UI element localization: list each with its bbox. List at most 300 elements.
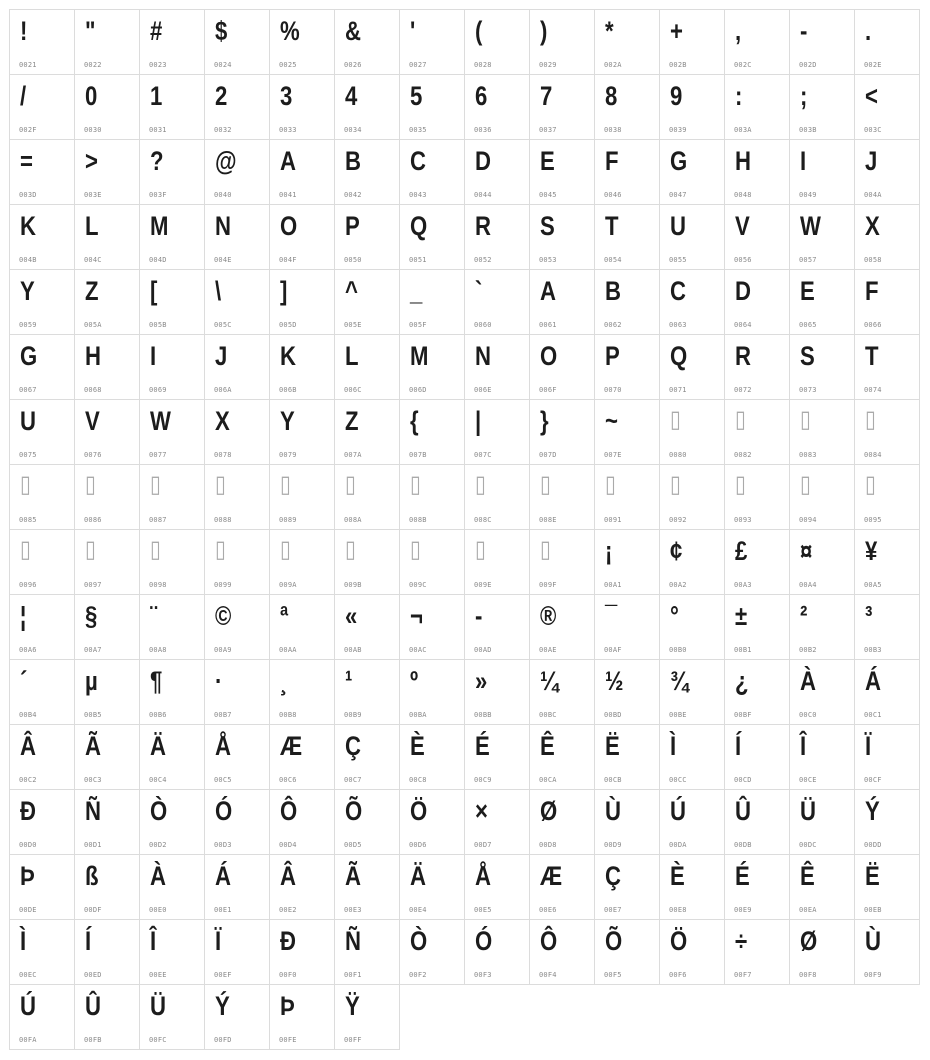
glyph-code: 0039	[669, 126, 687, 134]
glyph-cell	[660, 335, 725, 400]
glyph-code: 00CF	[864, 776, 882, 784]
glyph-cell	[855, 660, 920, 725]
glyph-char: Ò	[410, 926, 428, 956]
glyph-char: Ã	[85, 731, 101, 761]
glyph-char: Ë	[865, 861, 880, 891]
glyph-cell	[10, 595, 75, 660]
glyph-code: 007A	[344, 451, 362, 459]
glyph-cell	[75, 75, 140, 140]
glyph-code: 00B6	[149, 711, 167, 719]
glyph-char: ¶	[150, 666, 163, 696]
glyph-char: W	[150, 406, 171, 436]
glyph-cell	[855, 75, 920, 140]
glyph-char: ²	[800, 601, 808, 631]
glyph-cell	[75, 530, 140, 595]
glyph-code: 00F5	[604, 971, 622, 979]
glyph-code: 00BD	[604, 711, 622, 719]
glyph-cell	[10, 725, 75, 790]
glyph-char: ÷	[735, 926, 748, 956]
glyph-cell	[660, 140, 725, 205]
glyph-char: Æ	[280, 731, 303, 761]
glyph-cell	[400, 855, 465, 920]
glyph-cell	[75, 400, 140, 465]
glyph-cell	[530, 400, 595, 465]
glyph-cell	[660, 595, 725, 660]
glyph-cell	[400, 270, 465, 335]
glyph-code: 005F	[409, 321, 427, 329]
glyph-char: Õ	[605, 926, 623, 956]
glyph-code: 007E	[604, 451, 622, 459]
glyph-cell	[75, 660, 140, 725]
glyph-code: 0066	[864, 321, 882, 329]
glyph-cell	[140, 10, 205, 75]
glyph-char: H	[85, 341, 101, 371]
glyph-char: »	[475, 666, 488, 696]
glyph-code: 0042	[344, 191, 362, 199]
glyph-code: 00D0	[19, 841, 37, 849]
glyph-code: 009C	[409, 581, 427, 589]
glyph-code: 00C5	[214, 776, 232, 784]
glyph-char: :	[735, 81, 743, 111]
glyph-char: 7	[540, 81, 553, 111]
missing-glyph-box: ▯	[540, 471, 551, 498]
glyph-code: 0025	[279, 61, 297, 69]
glyph-code: 009E	[474, 581, 492, 589]
glyph-char: U	[20, 406, 36, 436]
glyph-char: W	[800, 211, 821, 241]
glyph-cell	[790, 725, 855, 790]
glyph-cell	[140, 270, 205, 335]
glyph-cell	[855, 530, 920, 595]
glyph-code: 008B	[409, 516, 427, 524]
glyph-char: Û	[735, 796, 751, 826]
glyph-cell	[660, 10, 725, 75]
glyph-cell	[140, 985, 205, 1050]
glyph-code: 00E7	[604, 906, 622, 914]
glyph-code: 0084	[864, 451, 882, 459]
glyph-char: Å	[215, 731, 231, 761]
missing-glyph-box: ▯	[865, 406, 876, 433]
glyph-cell	[595, 140, 660, 205]
glyph-code: 0059	[19, 321, 37, 329]
glyph-char: À	[150, 861, 166, 891]
glyph-char: ,	[735, 16, 742, 46]
glyph-char: Ð	[280, 926, 296, 956]
glyph-code: 00D8	[539, 841, 557, 849]
glyph-char: Z	[345, 406, 359, 436]
glyph-code: 0079	[279, 451, 297, 459]
glyph-cell	[205, 920, 270, 985]
glyph-char: Q	[670, 341, 688, 371]
glyph-cell	[530, 465, 595, 530]
glyph-code: 00F2	[409, 971, 427, 979]
glyph-code: 00E8	[669, 906, 687, 914]
glyph-char: Ù	[865, 926, 881, 956]
glyph-code: 0086	[84, 516, 102, 524]
glyph-cell	[660, 270, 725, 335]
glyph-char: Ê	[540, 731, 555, 761]
glyph-cell	[465, 10, 530, 75]
missing-glyph-box: ▯	[800, 406, 811, 433]
glyph-cell	[595, 855, 660, 920]
glyph-char: Ó	[475, 926, 493, 956]
glyph-char: Ø	[800, 926, 818, 956]
glyph-cell	[725, 920, 790, 985]
glyph-code: 00A1	[604, 581, 622, 589]
glyph-char: "	[85, 16, 96, 46]
glyph-char: É	[475, 731, 490, 761]
glyph-char: K	[280, 341, 296, 371]
glyph-cell	[140, 660, 205, 725]
glyph-code: 00F7	[734, 971, 752, 979]
glyph-char: 8	[605, 81, 618, 111]
glyph-cell	[725, 530, 790, 595]
glyph-code: 00E4	[409, 906, 427, 914]
glyph-char: J	[865, 146, 878, 176]
glyph-cell	[335, 920, 400, 985]
glyph-grid	[9, 9, 920, 1050]
glyph-cell	[270, 985, 335, 1050]
missing-glyph-box: ▯	[280, 471, 291, 498]
glyph-char: O	[540, 341, 558, 371]
glyph-code: 002C	[734, 61, 752, 69]
glyph-code: 00CB	[604, 776, 622, 784]
glyph-cell	[10, 660, 75, 725]
glyph-code: 0067	[19, 386, 37, 394]
glyph-cell	[465, 530, 530, 595]
glyph-cell	[790, 595, 855, 660]
glyph-code: 003C	[864, 126, 882, 134]
glyph-code: 0038	[604, 126, 622, 134]
glyph-code: 00F9	[864, 971, 882, 979]
glyph-cell	[270, 855, 335, 920]
glyph-char: 4	[345, 81, 358, 111]
glyph-char: ×	[475, 796, 488, 826]
glyph-cell	[530, 10, 595, 75]
glyph-code: 0071	[669, 386, 687, 394]
glyph-char: Ã	[345, 861, 361, 891]
glyph-code: 00FD	[214, 1036, 232, 1044]
glyph-code: 004D	[149, 256, 167, 264]
glyph-code: 00D4	[279, 841, 297, 849]
glyph-code: 0077	[149, 451, 167, 459]
glyph-char: Ô	[540, 926, 558, 956]
missing-glyph-box: ▯	[20, 471, 31, 498]
missing-glyph-box: ▯	[475, 471, 486, 498]
glyph-char: ´	[20, 666, 28, 696]
glyph-char: G	[670, 146, 688, 176]
glyph-char: M	[150, 211, 169, 241]
glyph-code: 00CC	[669, 776, 687, 784]
glyph-cell	[530, 205, 595, 270]
missing-glyph-box: ▯	[150, 536, 161, 563]
glyph-char: Ü	[150, 991, 166, 1021]
glyph-code: 0045	[539, 191, 557, 199]
glyph-cell	[75, 205, 140, 270]
glyph-char: ¤	[800, 536, 813, 566]
glyph-code: 0085	[19, 516, 37, 524]
glyph-code: 0091	[604, 516, 622, 524]
glyph-char: -	[475, 601, 483, 631]
glyph-cell	[465, 75, 530, 140]
glyph-cell	[400, 725, 465, 790]
missing-glyph-box: ▯	[475, 536, 486, 563]
glyph-cell	[270, 530, 335, 595]
glyph-code: 0073	[799, 386, 817, 394]
glyph-cell	[400, 400, 465, 465]
glyph-cell	[270, 270, 335, 335]
glyph-cell	[205, 660, 270, 725]
glyph-cell	[205, 75, 270, 140]
glyph-char: Â	[20, 731, 36, 761]
glyph-code: 009B	[344, 581, 362, 589]
glyph-code: 00DE	[19, 906, 37, 914]
glyph-cell	[75, 140, 140, 205]
glyph-cell	[660, 855, 725, 920]
glyph-code: 00B0	[669, 646, 687, 654]
missing-glyph-box: ▯	[215, 471, 226, 498]
glyph-code: 006A	[214, 386, 232, 394]
glyph-char: Ö	[670, 926, 688, 956]
glyph-cell	[530, 790, 595, 855]
glyph-cell	[855, 400, 920, 465]
missing-glyph-box: ▯	[800, 471, 811, 498]
glyph-code: 0054	[604, 256, 622, 264]
glyph-cell	[335, 205, 400, 270]
glyph-char: Û	[85, 991, 101, 1021]
glyph-code: 00DC	[799, 841, 817, 849]
glyph-cell	[10, 985, 75, 1050]
glyph-cell	[595, 595, 660, 660]
glyph-char: @	[215, 146, 237, 176]
glyph-char: _	[410, 276, 423, 306]
glyph-code: 0023	[149, 61, 167, 69]
glyph-code: 00B9	[344, 711, 362, 719]
glyph-code: 00D7	[474, 841, 492, 849]
glyph-char: Ø	[540, 796, 558, 826]
glyph-code: 00DD	[864, 841, 882, 849]
glyph-cell	[75, 270, 140, 335]
glyph-cell	[400, 10, 465, 75]
glyph-char: Ñ	[85, 796, 101, 826]
glyph-code: 004F	[279, 256, 297, 264]
glyph-code: 008C	[474, 516, 492, 524]
glyph-code: 003F	[149, 191, 167, 199]
glyph-char: B	[345, 146, 361, 176]
glyph-char: Ï	[865, 731, 872, 761]
glyph-char: !	[20, 16, 28, 46]
glyph-char: ¸	[280, 666, 288, 696]
glyph-cell	[75, 920, 140, 985]
glyph-char: ;	[800, 81, 808, 111]
glyph-cell	[790, 140, 855, 205]
glyph-char: ~	[605, 406, 618, 436]
glyph-cell	[595, 400, 660, 465]
glyph-cell	[270, 790, 335, 855]
glyph-char: ½	[605, 666, 624, 696]
glyph-cell	[400, 75, 465, 140]
glyph-code: 002D	[799, 61, 817, 69]
glyph-char: C	[410, 146, 426, 176]
glyph-code: 0065	[799, 321, 817, 329]
glyph-code: 006F	[539, 386, 557, 394]
glyph-cell	[725, 270, 790, 335]
glyph-cell	[10, 140, 75, 205]
glyph-code: 00BB	[474, 711, 492, 719]
glyph-code: 0062	[604, 321, 622, 329]
glyph-char: C	[670, 276, 686, 306]
glyph-cell	[465, 660, 530, 725]
glyph-char: Ï	[215, 926, 222, 956]
glyph-code: 00AA	[279, 646, 297, 654]
glyph-char: ¯	[605, 601, 618, 631]
glyph-cell	[270, 10, 335, 75]
glyph-char: H	[735, 146, 751, 176]
glyph-code: 00D3	[214, 841, 232, 849]
glyph-code: 00C9	[474, 776, 492, 784]
glyph-char: §	[85, 601, 98, 631]
glyph-char: 0	[85, 81, 98, 111]
glyph-char: Ê	[800, 861, 815, 891]
glyph-code: 0098	[149, 581, 167, 589]
glyph-char: É	[735, 861, 750, 891]
glyph-char: Ç	[345, 731, 361, 761]
glyph-cell	[10, 855, 75, 920]
glyph-char: Ä	[410, 861, 426, 891]
glyph-cell	[790, 205, 855, 270]
glyph-cell	[465, 205, 530, 270]
glyph-char: O	[280, 211, 298, 241]
glyph-code: 0078	[214, 451, 232, 459]
glyph-code: 002E	[864, 61, 882, 69]
glyph-char: Æ	[540, 861, 563, 891]
glyph-char: ±	[735, 601, 748, 631]
glyph-cell	[205, 140, 270, 205]
glyph-cell	[335, 725, 400, 790]
glyph-code: 003D	[19, 191, 37, 199]
glyph-cell	[790, 790, 855, 855]
glyph-code: 006C	[344, 386, 362, 394]
glyph-cell	[400, 465, 465, 530]
glyph-cell	[595, 75, 660, 140]
glyph-cell	[10, 335, 75, 400]
glyph-cell	[205, 10, 270, 75]
glyph-code: 004A	[864, 191, 882, 199]
glyph-char: º	[410, 666, 419, 696]
glyph-code: 00DF	[84, 906, 102, 914]
glyph-code: 00D2	[149, 841, 167, 849]
glyph-cell	[855, 790, 920, 855]
glyph-code: 0095	[864, 516, 882, 524]
glyph-cell	[205, 595, 270, 660]
glyph-cell	[595, 205, 660, 270]
glyph-char: Ÿ	[345, 991, 360, 1021]
glyph-cell	[140, 595, 205, 660]
glyph-char: Ö	[410, 796, 428, 826]
glyph-char: S	[800, 341, 815, 371]
glyph-char: ¼	[540, 666, 559, 696]
glyph-code: 00F4	[539, 971, 557, 979]
glyph-code: 00D5	[344, 841, 362, 849]
glyph-code: 0032	[214, 126, 232, 134]
glyph-cell	[530, 335, 595, 400]
glyph-cell	[140, 400, 205, 465]
glyph-char: µ	[85, 666, 98, 696]
glyph-cell	[140, 725, 205, 790]
glyph-code: 00A4	[799, 581, 817, 589]
glyph-char: V	[85, 406, 100, 436]
glyph-cell	[530, 270, 595, 335]
glyph-char: ß	[85, 861, 99, 891]
glyph-char: Þ	[280, 991, 295, 1021]
glyph-cell	[140, 855, 205, 920]
glyph-cell	[400, 530, 465, 595]
glyph-char: $	[215, 16, 228, 46]
glyph-code: 0082	[734, 451, 752, 459]
glyph-cell	[595, 790, 660, 855]
glyph-cell	[725, 790, 790, 855]
glyph-code: 00BF	[734, 711, 752, 719]
glyph-code: 0029	[539, 61, 557, 69]
glyph-code: 0089	[279, 516, 297, 524]
glyph-code: 002B	[669, 61, 687, 69]
glyph-code: 0026	[344, 61, 362, 69]
glyph-cell	[595, 920, 660, 985]
glyph-cell	[790, 530, 855, 595]
glyph-cell	[465, 920, 530, 985]
glyph-char: ¨	[150, 601, 158, 631]
glyph-code: 0040	[214, 191, 232, 199]
glyph-code: 0075	[19, 451, 37, 459]
glyph-char: D	[735, 276, 751, 306]
glyph-cell	[75, 855, 140, 920]
glyph-code: 00AC	[409, 646, 427, 654]
glyph-cell	[725, 140, 790, 205]
glyph-code: 00F1	[344, 971, 362, 979]
glyph-char: Å	[475, 861, 491, 891]
glyph-cell	[530, 725, 595, 790]
glyph-char: ¹	[345, 666, 353, 696]
glyph-code: 0072	[734, 386, 752, 394]
glyph-code: 0099	[214, 581, 232, 589]
glyph-cell	[10, 75, 75, 140]
glyph-cell	[335, 595, 400, 660]
glyph-cell	[855, 140, 920, 205]
glyph-cell	[465, 595, 530, 660]
glyph-code: 005E	[344, 321, 362, 329]
glyph-char: N	[475, 341, 491, 371]
glyph-code: 0097	[84, 581, 102, 589]
glyph-cell	[530, 75, 595, 140]
glyph-char: %	[280, 16, 300, 46]
glyph-char: E	[540, 146, 555, 176]
glyph-cell	[855, 725, 920, 790]
glyph-code: 0049	[799, 191, 817, 199]
glyph-cell	[530, 660, 595, 725]
glyph-char: R	[475, 211, 491, 241]
glyph-code: 0047	[669, 191, 687, 199]
glyph-code: 0034	[344, 126, 362, 134]
glyph-char: ^	[345, 276, 358, 306]
glyph-cell	[270, 725, 335, 790]
glyph-cell	[335, 660, 400, 725]
glyph-cell	[10, 270, 75, 335]
glyph-code: 00AE	[539, 646, 557, 654]
glyph-cell	[140, 920, 205, 985]
glyph-code: 007D	[539, 451, 557, 459]
glyph-code: 005B	[149, 321, 167, 329]
glyph-char: `	[475, 276, 483, 306]
